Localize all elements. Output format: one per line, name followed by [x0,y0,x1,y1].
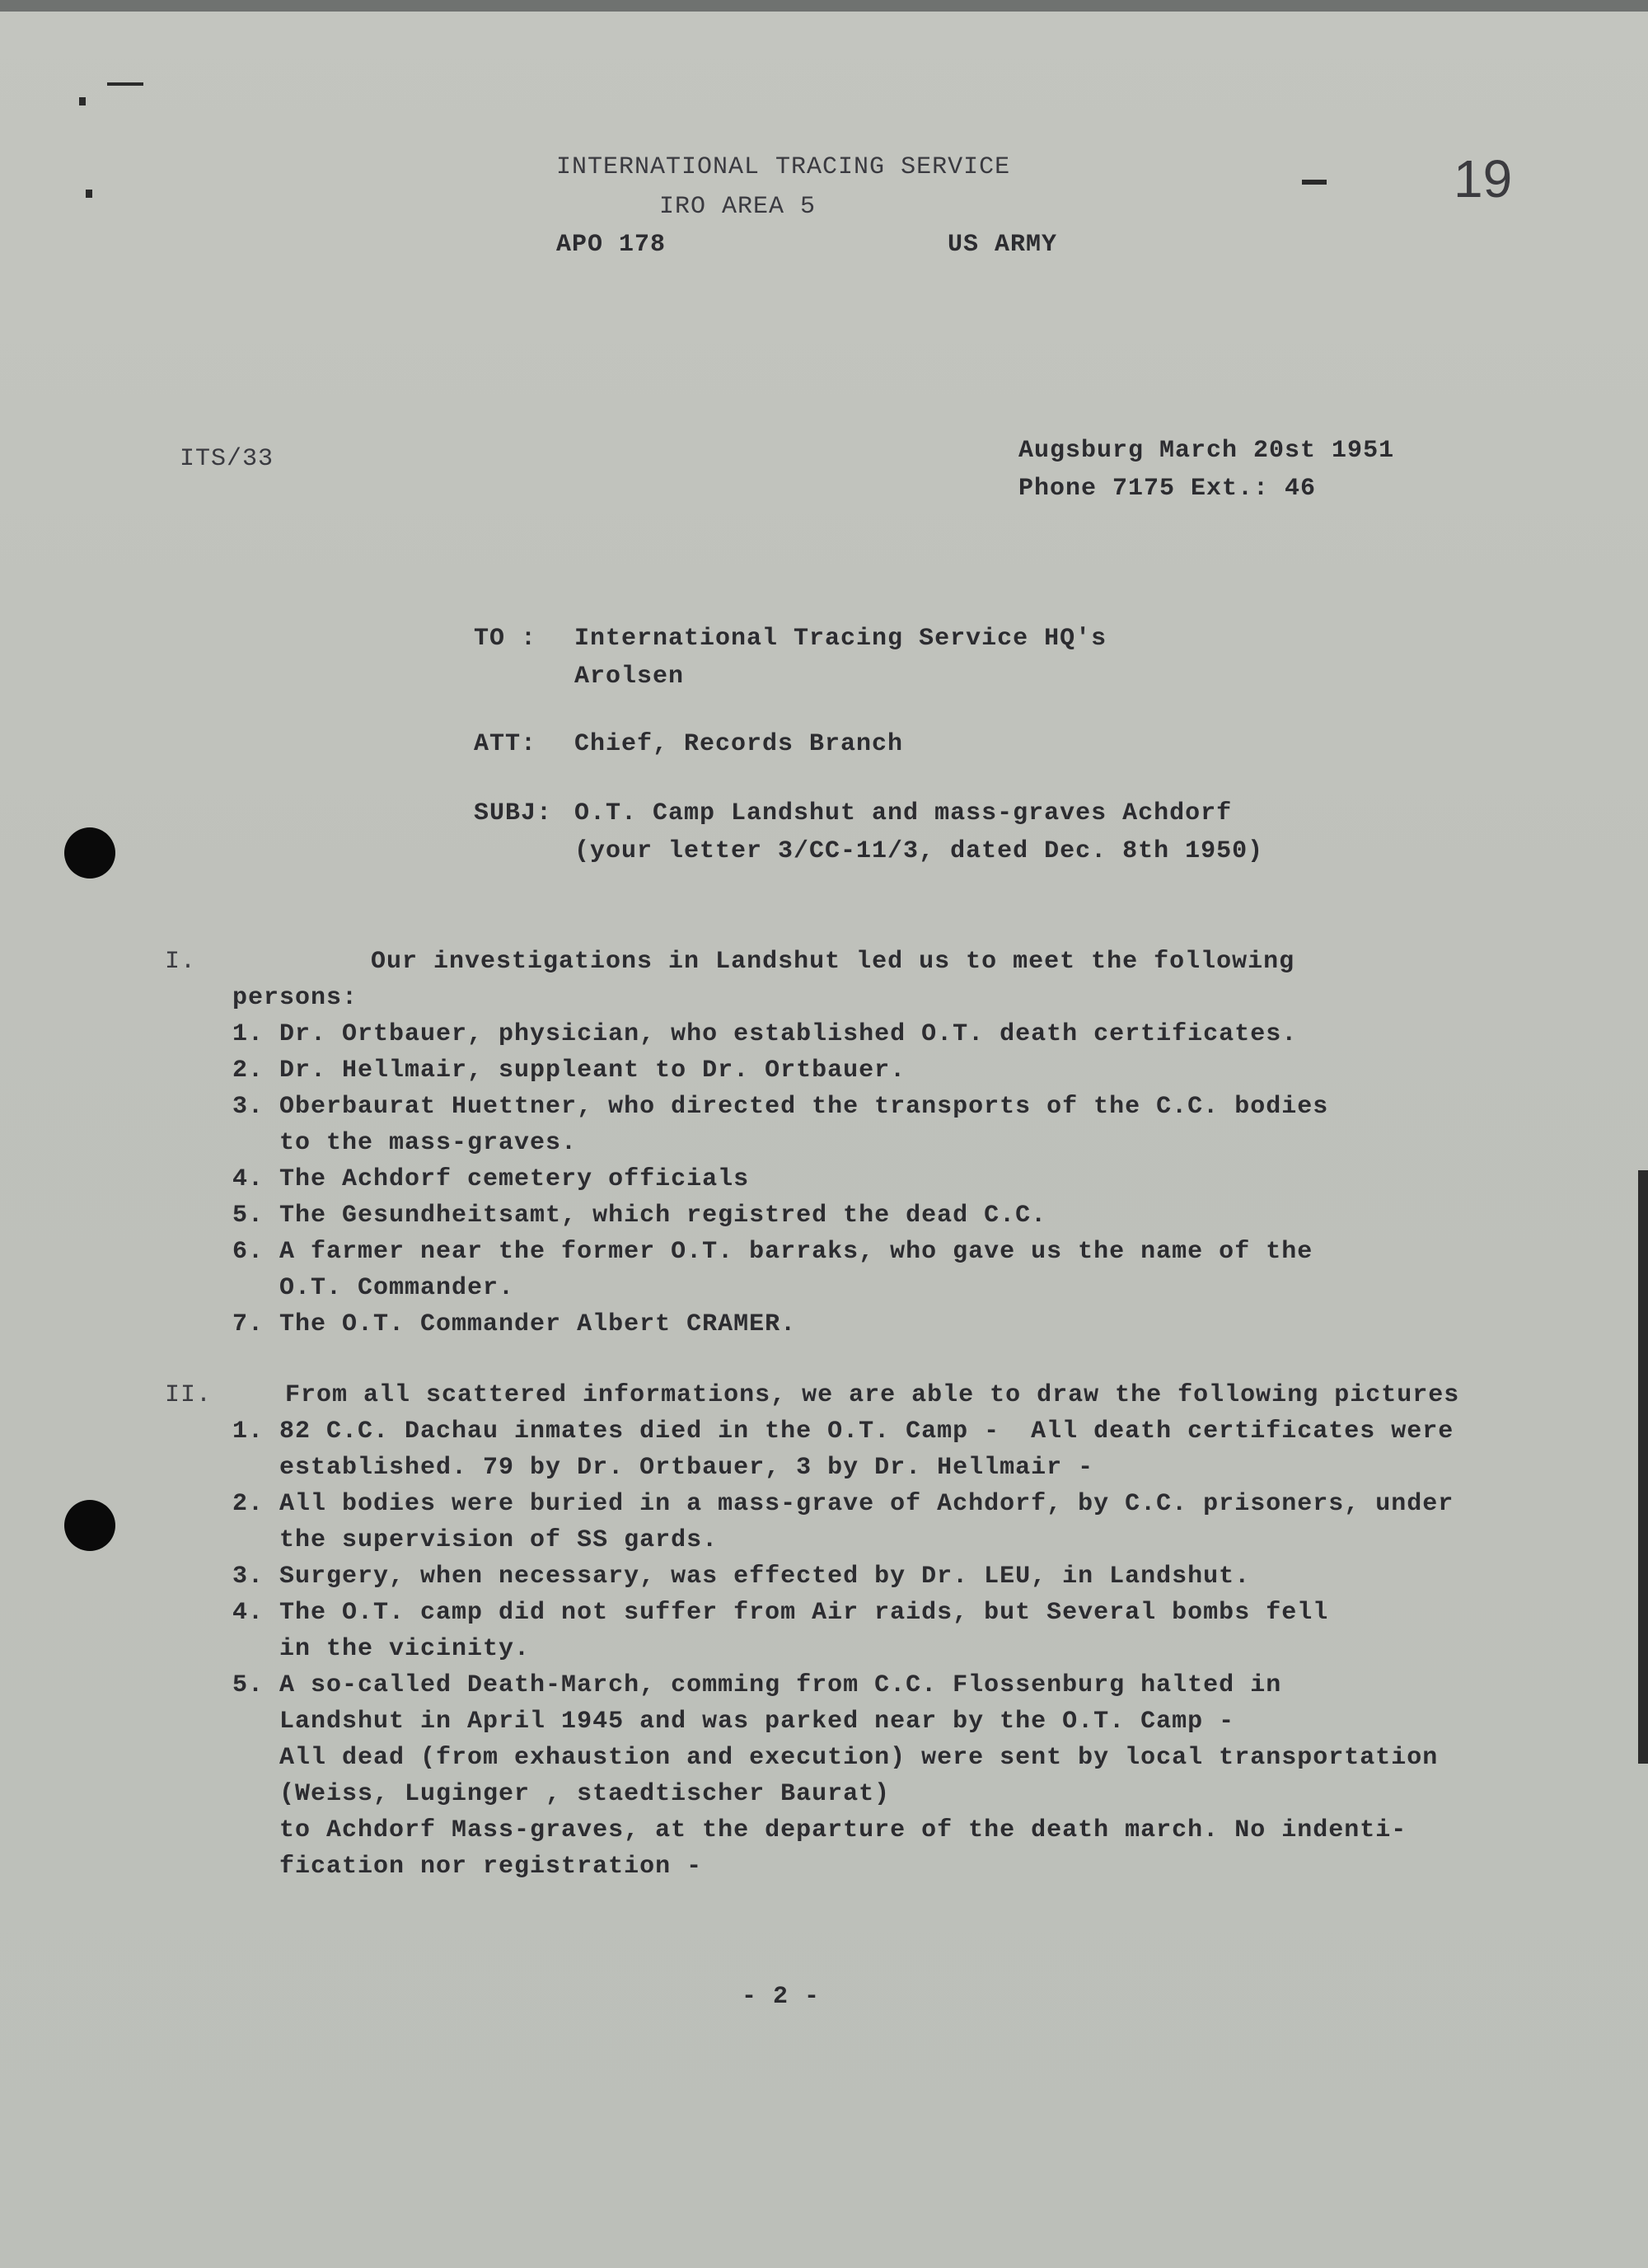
section-2-item-cont: Landshut in April 1945 and was parked near by the O.T. Camp - [232,1708,1235,1736]
header-org: INTERNATIONAL TRACING SERVICE [556,153,1011,181]
footer-page-number: - 2 - [742,1983,821,2011]
scan-edge-top [0,0,1648,12]
section-2-item: 5. A so-called Death-March, comming from C.C. Flossenburg halted in [232,1671,1282,1699]
scan-speck [79,97,86,105]
header-army: US ARMY [948,231,1058,259]
punch-hole-bottom [64,1500,115,1551]
to-label: TO : [474,625,537,653]
section-1-item: 2. Dr. Hellmair, suppleant to Dr. Ortbauer. [232,1057,906,1085]
section-2-item-cont: fication nor registration - [232,1853,703,1881]
section-1-item: 6. A farmer near the former O.T. barraks, who gave us the name of the [232,1238,1313,1266]
att-value: Chief, Records Branch [574,730,904,758]
section-2-item-cont: All dead (from exhaustion and execution) were sent by local transportation [232,1744,1439,1772]
section-2-numeral: II. [165,1381,213,1409]
section-2-item-cont: (Weiss, Luginger , staedtischer Baurat) [232,1780,891,1808]
section-1-item: 3. Oberbaurat Huettner, who directed the transports of the C.C. bodies [232,1093,1329,1121]
dateline-phone: Phone 7175 Ext.: 46 [1018,475,1317,503]
scan-edge-right [1638,1170,1648,1764]
section-1-item-cont: to the mass-graves. [232,1129,578,1157]
reference-number: ITS/33 [180,445,274,473]
to-location: Arolsen [574,663,685,691]
to-recipient: International Tracing Service HQ's [574,625,1107,653]
section-2-item: 3. Surgery, when necessary, was effected by Dr. LEU, in Landshut. [232,1563,1251,1591]
section-1-item: 5. The Gesundheitsamt, which registred the dead C.C. [232,1202,1047,1230]
section-2-item-cont: in the vicinity. [232,1635,531,1663]
section-1-item: 7. The O.T. Commander Albert CRAMER. [232,1310,797,1338]
page-stamp-number: 19 [1454,149,1513,209]
section-1-intro-cont: persons: [232,984,358,1012]
header-area: IRO AREA 5 [659,193,817,221]
section-1-item: 4. The Achdorf cemetery officials [232,1165,750,1193]
section-1-numeral: I. [165,948,197,976]
section-2-intro: From all scattered informations, we are able to draw the following pictures [285,1381,1460,1409]
subject-line-1: O.T. Camp Landshut and mass-graves Achdorf [574,799,1233,827]
att-label: ATT: [474,730,537,758]
scan-speck [86,190,92,198]
subject-label: SUBJ: [474,799,553,827]
section-1-intro: Our investigations in Landshut led us to meet the following [371,948,1295,976]
subject-line-2: (your letter 3/CC-11/3, dated Dec. 8th 1950) [574,837,1264,865]
scan-speck [107,82,143,86]
punch-hole-top [64,827,115,879]
stamp-dash [1302,180,1327,185]
section-1-item: 1. Dr. Ortbauer, physician, who established O.T. death certificates. [232,1020,1298,1048]
section-1-item-cont: O.T. Commander. [232,1274,515,1302]
section-2-item-cont: the supervision of SS gards. [232,1526,719,1554]
section-2-item-cont: to Achdorf Mass-graves, at the departure of the death march. No indenti- [232,1816,1407,1844]
header-apo: APO 178 [556,231,667,259]
dateline-date: Augsburg March 20st 1951 [1018,437,1395,465]
section-2-item-cont: established. 79 by Dr. Ortbauer, 3 by Dr. Hellmair - [232,1454,1094,1482]
section-2-item: 4. The O.T. camp did not suffer from Air raids, but Several bombs fell [232,1599,1329,1627]
section-2-item: 2. All bodies were buried in a mass-grave of Achdorf, by C.C. prisoners, under [232,1490,1454,1518]
section-2-item: 1. 82 C.C. Dachau inmates died in the O.T. Camp - All death certificates were [232,1418,1454,1446]
